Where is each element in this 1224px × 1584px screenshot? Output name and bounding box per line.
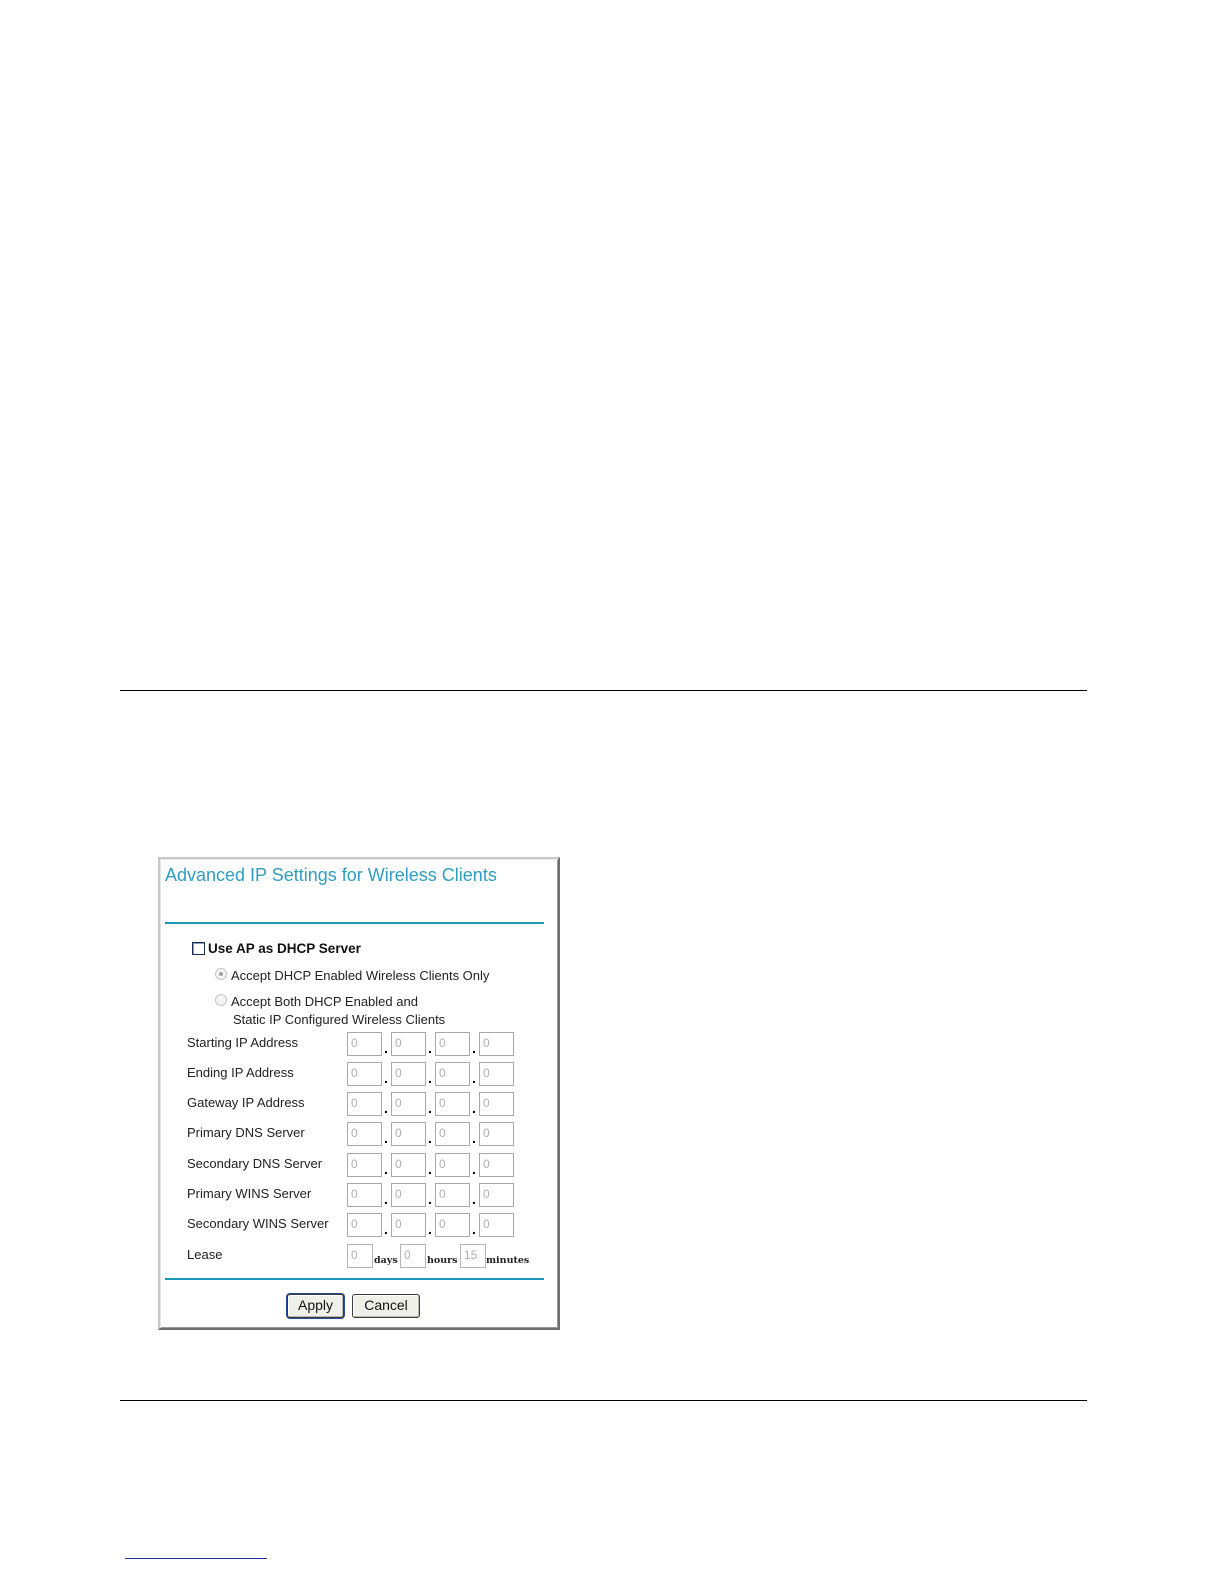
octet-separator: . — [428, 1040, 432, 1056]
ip-octet-input[interactable]: 0 — [435, 1213, 470, 1237]
ip-octet-input[interactable]: 0 — [435, 1122, 470, 1146]
ip-octet-input[interactable]: 0 — [479, 1092, 514, 1116]
octet-separator: . — [428, 1161, 432, 1177]
ip-row-label: Starting IP Address — [187, 1035, 299, 1050]
cancel-button[interactable]: Cancel — [352, 1294, 420, 1318]
ip-row-label: Secondary WINS Server — [187, 1216, 329, 1231]
octet-separator: . — [472, 1161, 476, 1177]
ip-octet-input[interactable]: 0 — [479, 1213, 514, 1237]
lease-minutes-input[interactable]: 15 — [460, 1244, 486, 1268]
lease-minutes-unit: minutes — [486, 1255, 530, 1266]
octet-separator: . — [428, 1221, 432, 1237]
octet-separator: . — [472, 1191, 476, 1207]
ip-octet-input[interactable]: 0 — [435, 1092, 470, 1116]
ip-octet-input[interactable]: 0 — [347, 1183, 382, 1207]
octet-separator: . — [384, 1040, 388, 1056]
octet-separator: . — [472, 1070, 476, 1086]
ip-octet-input[interactable]: 0 — [391, 1122, 426, 1146]
radio-dhcp-and-static[interactable] — [215, 994, 227, 1006]
ip-octet-input[interactable]: 0 — [347, 1213, 382, 1237]
page-divider-bottom — [120, 1400, 1087, 1401]
octet-separator: . — [428, 1191, 432, 1207]
lease-hours-unit: hours — [427, 1255, 458, 1266]
ip-octet-input[interactable]: 0 — [391, 1153, 426, 1177]
page-divider-top — [120, 690, 1087, 691]
octet-separator: . — [384, 1161, 388, 1177]
octet-separator: . — [428, 1130, 432, 1146]
ip-octet-input[interactable]: 0 — [479, 1153, 514, 1177]
ip-octet-input[interactable]: 0 — [479, 1032, 514, 1056]
title-divider — [165, 922, 544, 924]
ip-octet-input[interactable]: 0 — [347, 1153, 382, 1177]
ip-row-label: Primary DNS Server — [187, 1125, 305, 1140]
radio-dhcp-only-label: Accept DHCP Enabled Wireless Clients Only — [231, 968, 490, 983]
ip-row-label: Primary WINS Server — [187, 1186, 312, 1201]
lease-days-unit: days — [374, 1255, 398, 1266]
lease-days-input[interactable]: 0 — [347, 1244, 373, 1268]
use-ap-dhcp-checkbox[interactable] — [192, 942, 205, 955]
lease-hours-input[interactable]: 0 — [400, 1244, 426, 1268]
ip-octet-input[interactable]: 0 — [435, 1032, 470, 1056]
use-ap-dhcp-label: Use AP as DHCP Server — [208, 941, 361, 956]
ip-octet-input[interactable]: 0 — [479, 1183, 514, 1207]
octet-separator: . — [472, 1100, 476, 1116]
ip-octet-input[interactable]: 0 — [391, 1213, 426, 1237]
ip-row-label: Secondary DNS Server — [187, 1156, 323, 1171]
ip-octet-input[interactable]: 0 — [435, 1062, 470, 1086]
ip-octet-input[interactable]: 0 — [391, 1062, 426, 1086]
ip-row-label: Ending IP Address — [187, 1065, 294, 1080]
ip-octet-input[interactable]: 0 — [347, 1032, 382, 1056]
octet-separator: . — [472, 1130, 476, 1146]
octet-separator: . — [428, 1070, 432, 1086]
octet-separator: . — [384, 1070, 388, 1086]
octet-separator: . — [384, 1221, 388, 1237]
ip-octet-input[interactable]: 0 — [391, 1183, 426, 1207]
dhcp-server-option[interactable] — [192, 941, 361, 956]
octet-separator: . — [384, 1100, 388, 1116]
radio-dhcp-and-static-option[interactable] — [215, 993, 445, 1029]
octet-separator: . — [472, 1040, 476, 1056]
radio-dhcp-only-option[interactable] — [215, 967, 489, 985]
ip-octet-input[interactable]: 0 — [347, 1122, 382, 1146]
ip-octet-input[interactable]: 0 — [347, 1092, 382, 1116]
ip-octet-input[interactable]: 0 — [435, 1183, 470, 1207]
ip-octet-input[interactable]: 0 — [391, 1032, 426, 1056]
advanced-ip-settings-dialog — [158, 857, 560, 1330]
dialog-title: Advanced IP Settings for Wireless Clients — [165, 865, 497, 885]
octet-separator: . — [384, 1191, 388, 1207]
lease-label: Lease — [187, 1247, 223, 1262]
ip-octet-input[interactable]: 0 — [479, 1122, 514, 1146]
octet-separator: . — [428, 1100, 432, 1116]
apply-button[interactable]: Apply — [287, 1294, 344, 1318]
ip-octet-input[interactable]: 0 — [479, 1062, 514, 1086]
footer-link-underline — [125, 1558, 267, 1559]
octet-separator: . — [384, 1130, 388, 1146]
radio-dhcp-and-static-label-line1: Accept Both DHCP Enabled and — [231, 994, 418, 1009]
radio-dhcp-only[interactable] — [215, 968, 227, 980]
ip-octet-input[interactable]: 0 — [391, 1092, 426, 1116]
buttons-divider — [165, 1278, 544, 1280]
ip-row-label: Gateway IP Address — [187, 1095, 305, 1110]
radio-dhcp-and-static-label — [231, 993, 445, 1029]
ip-octet-input[interactable]: 0 — [435, 1153, 470, 1177]
octet-separator: . — [472, 1221, 476, 1237]
ip-octet-input[interactable]: 0 — [347, 1062, 382, 1086]
radio-dhcp-and-static-label-line2: Static IP Configured Wireless Clients — [233, 1012, 446, 1027]
